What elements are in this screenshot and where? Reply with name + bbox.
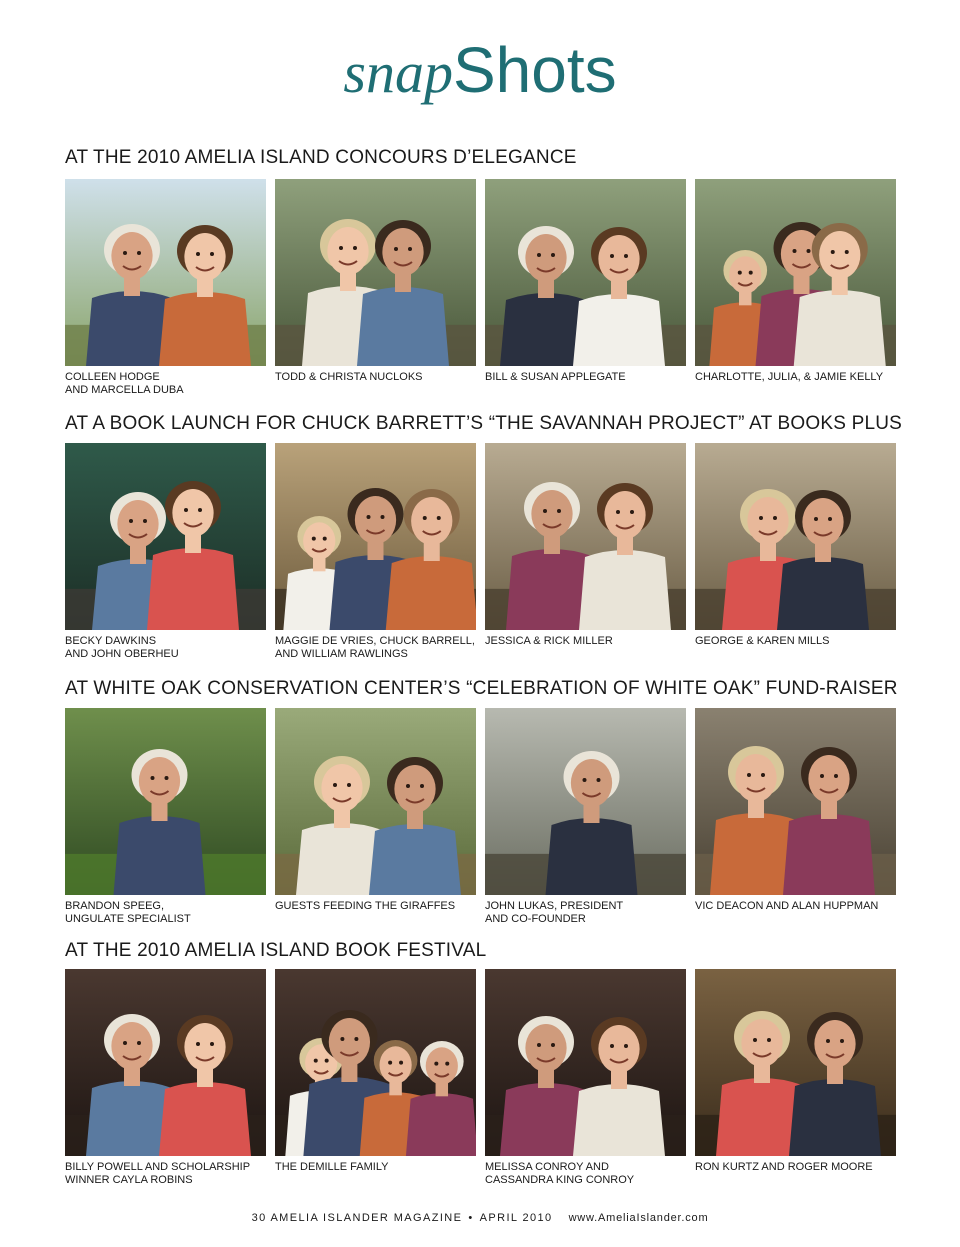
event-photo: [275, 179, 476, 366]
person-face: [802, 498, 843, 546]
person-body: [159, 1082, 251, 1156]
person-eye: [793, 249, 797, 253]
person-eye: [137, 251, 141, 255]
person-eye: [399, 1061, 403, 1065]
person-face: [184, 1023, 225, 1071]
photo-illustration: [65, 969, 266, 1156]
person-eye: [820, 774, 824, 778]
person-eye: [828, 517, 832, 521]
person-face: [321, 764, 362, 812]
person-eye: [123, 1041, 127, 1045]
person-eye: [630, 510, 634, 514]
person-face: [355, 496, 396, 544]
person-eye: [196, 1042, 200, 1046]
footer-publication: 30 AMELIA ISLANDER MAGAZINE: [251, 1212, 463, 1224]
photo-illustration: [275, 708, 476, 895]
person-face: [111, 232, 152, 280]
person-eye: [198, 508, 202, 512]
person-eye: [747, 773, 751, 777]
person-eye: [434, 1062, 438, 1066]
photo-caption: BILLY POWELL AND SCHOLARSHIP WINNER CAYLA ROBINS: [65, 1161, 251, 1186]
person-eye: [537, 253, 541, 257]
section-title: AT A BOOK LAUNCH FOR CHUCK BARRETT’S “THE SAVANNAH PROJECT” AT BOOKS PLUS: [65, 413, 903, 434]
footer-url: www.AmeliaIslander.com: [568, 1212, 709, 1224]
photo-caption: MAGGIE DE VRIES, CHUCK BARRELL, AND WILLIAM RAWLINGS: [275, 635, 475, 660]
photo-illustration: [65, 708, 266, 895]
person-eye: [759, 516, 763, 520]
person-eye: [381, 515, 385, 519]
photo-caption: MELISSA CONROY AND CASSANDRA KING CONROY: [485, 1161, 635, 1186]
person-eye: [557, 509, 561, 513]
event-photo: [275, 443, 476, 630]
photo-illustration: [695, 708, 896, 895]
person-eye: [551, 1043, 555, 1047]
section-title: AT THE 2010 AMELIA ISLAND BOOK FESTIVAL: [65, 940, 487, 961]
person-eye: [408, 247, 412, 251]
person-face: [741, 1019, 782, 1067]
photo-illustration: [695, 179, 896, 366]
person-eye: [445, 1062, 449, 1066]
person-eye: [551, 253, 555, 257]
person-body: [386, 556, 476, 630]
person-eye: [314, 1059, 318, 1063]
person-face: [426, 1047, 458, 1084]
masthead-shots: Shots: [452, 34, 617, 106]
person-eye: [807, 249, 811, 253]
person-face: [111, 1022, 152, 1070]
person-face: [729, 256, 761, 293]
person-face: [525, 1024, 566, 1072]
person-eye: [210, 1042, 214, 1046]
event-photo: [485, 708, 686, 895]
person-eye: [394, 247, 398, 251]
person-eye: [340, 1037, 344, 1041]
person-eye: [845, 250, 849, 254]
person-face: [598, 1025, 639, 1073]
person-face: [571, 759, 612, 807]
event-photo: [275, 969, 476, 1156]
person-body: [147, 548, 239, 630]
person-eye: [354, 1037, 358, 1041]
photo-illustration: [65, 443, 266, 630]
footer-separator: •: [468, 1212, 474, 1224]
person-eye: [325, 1059, 329, 1063]
person-eye: [543, 509, 547, 513]
person-face: [117, 500, 158, 548]
person-face: [819, 231, 860, 279]
person-eye: [753, 1038, 757, 1042]
photo-caption: THE DEMILLE FAMILY: [275, 1161, 389, 1173]
person-eye: [610, 1044, 614, 1048]
person-face: [598, 235, 639, 283]
person-eye: [597, 778, 601, 782]
person-eye: [388, 1061, 392, 1065]
person-eye: [406, 784, 410, 788]
photo-illustration: [485, 708, 686, 895]
person-eye: [738, 271, 742, 275]
person-eye: [151, 776, 155, 780]
person-face: [327, 227, 368, 275]
person-eye: [210, 252, 214, 256]
person-eye: [137, 1041, 141, 1045]
person-eye: [323, 537, 327, 541]
person-eye: [537, 1043, 541, 1047]
event-photo: [485, 443, 686, 630]
person-body: [369, 824, 461, 895]
person-eye: [583, 778, 587, 782]
photo-illustration: [275, 179, 476, 366]
person-body: [573, 1084, 665, 1156]
photo-caption: JESSICA & RICK MILLER: [485, 635, 613, 647]
person-face: [814, 1020, 855, 1068]
person-face: [139, 757, 180, 805]
person-eye: [196, 252, 200, 256]
person-body: [777, 557, 869, 630]
event-photo: [65, 969, 266, 1156]
photo-caption: BECKY DAWKINS AND JOHN OBERHEU: [65, 635, 179, 660]
photo-illustration: [65, 179, 266, 366]
person-body: [573, 294, 665, 366]
event-photo: [695, 179, 896, 366]
person-eye: [437, 516, 441, 520]
footer-date: APRIL 2010: [479, 1212, 553, 1224]
section-title: AT WHITE OAK CONSERVATION CENTER’S “CELEBRATION OF WHITE OAK” FUND-RAISER: [65, 678, 898, 699]
person-eye: [616, 510, 620, 514]
person-body: [159, 292, 251, 366]
person-face: [735, 754, 776, 802]
person-eye: [761, 773, 765, 777]
photo-caption: CHARLOTTE, JULIA, & JAMIE KELLY: [695, 371, 884, 383]
person-face: [531, 490, 572, 538]
person-eye: [353, 246, 357, 250]
masthead-snap: snap: [343, 40, 453, 105]
person-face: [525, 234, 566, 282]
person-face: [808, 755, 849, 803]
photo-caption: JOHN LUKAS, PRESIDENT AND CO-FOUNDER: [485, 900, 624, 925]
photo-caption: GUESTS FEEDING THE GIRAFFES: [275, 900, 456, 912]
event-photo: [65, 179, 266, 366]
person-face: [303, 522, 335, 559]
person-eye: [423, 516, 427, 520]
person-eye: [333, 783, 337, 787]
photo-illustration: [275, 443, 476, 630]
person-body: [406, 1093, 476, 1156]
person-eye: [814, 517, 818, 521]
person-face: [394, 765, 435, 813]
person-eye: [834, 774, 838, 778]
person-face: [747, 497, 788, 545]
photo-illustration: [695, 443, 896, 630]
person-eye: [339, 246, 343, 250]
person-eye: [165, 776, 169, 780]
event-photo: [65, 708, 266, 895]
person-eye: [129, 519, 133, 523]
person-body: [783, 814, 875, 895]
person-face: [329, 1018, 370, 1066]
person-eye: [749, 271, 753, 275]
person-body: [789, 1079, 881, 1156]
page-footer: [0, 1212, 960, 1224]
person-body: [357, 287, 449, 366]
photo-illustration: [485, 969, 686, 1156]
event-photo: [485, 969, 686, 1156]
person-body: [114, 816, 206, 895]
person-eye: [831, 250, 835, 254]
masthead-title: [0, 34, 960, 106]
event-photo: [275, 708, 476, 895]
person-eye: [143, 519, 147, 523]
section-title: AT THE 2010 AMELIA ISLAND CONCOURS D’ELEGANCE: [65, 147, 577, 168]
event-photo: [695, 708, 896, 895]
person-eye: [420, 784, 424, 788]
event-photo: [695, 969, 896, 1156]
person-face: [382, 228, 423, 276]
person-face: [411, 497, 452, 545]
event-photo: [695, 443, 896, 630]
person-eye: [826, 1039, 830, 1043]
person-body: [579, 550, 671, 630]
person-body: [794, 290, 886, 366]
person-eye: [624, 1044, 628, 1048]
photo-illustration: [485, 443, 686, 630]
person-face: [184, 233, 225, 281]
person-eye: [123, 251, 127, 255]
person-eye: [624, 254, 628, 258]
person-body: [546, 818, 638, 895]
person-eye: [312, 537, 316, 541]
photo-caption: BILL & SUSAN APPLEGATE: [485, 371, 626, 383]
photo-caption: GEORGE & KAREN MILLS: [695, 635, 830, 647]
person-face: [380, 1046, 412, 1083]
photo-caption: COLLEEN HODGE AND MARCELLA DUBA: [65, 371, 184, 396]
person-eye: [610, 254, 614, 258]
event-photo: [485, 179, 686, 366]
photo-illustration: [485, 179, 686, 366]
person-face: [604, 491, 645, 539]
photo-caption: TODD & CHRISTA NUCLOKS: [275, 371, 423, 383]
person-eye: [367, 515, 371, 519]
person-eye: [840, 1039, 844, 1043]
photo-caption: BRANDON SPEEG, UNGULATE SPECIALIST: [65, 900, 191, 925]
person-face: [172, 489, 213, 537]
person-eye: [767, 1038, 771, 1042]
person-eye: [347, 783, 351, 787]
photo-illustration: [275, 969, 476, 1156]
photo-caption: VIC DEACON AND ALAN HUPPMAN: [695, 900, 879, 912]
photo-caption: RON KURTZ AND ROGER MOORE: [695, 1161, 873, 1173]
person-eye: [184, 508, 188, 512]
event-photo: [65, 443, 266, 630]
person-eye: [773, 516, 777, 520]
photo-illustration: [695, 969, 896, 1156]
